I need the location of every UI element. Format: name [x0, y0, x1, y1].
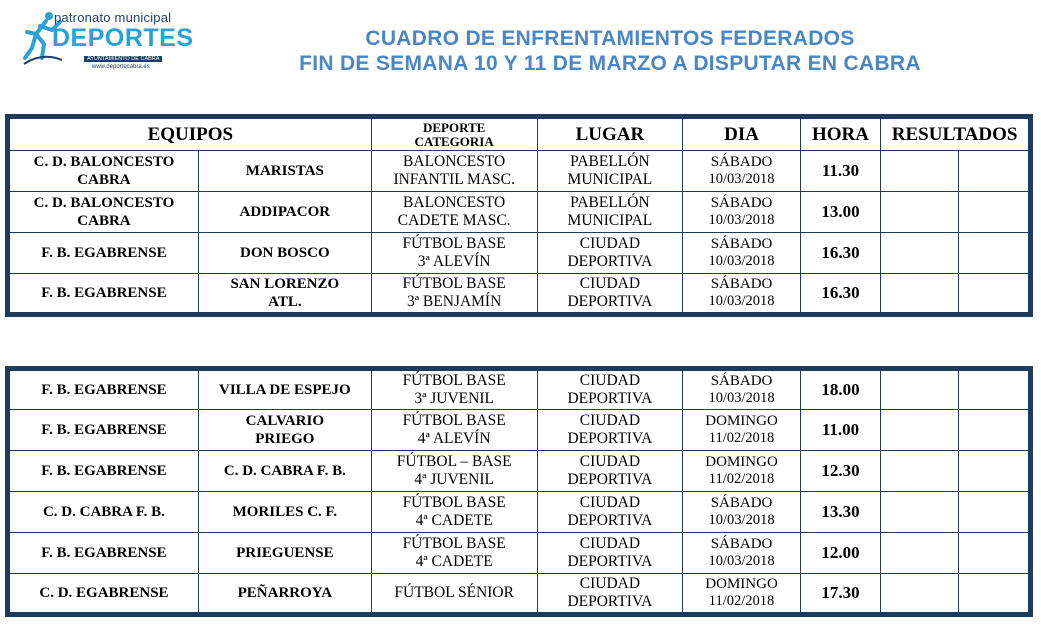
- result-home-cell: [881, 151, 958, 192]
- away-team: [198, 274, 371, 315]
- venue: [537, 451, 683, 492]
- home-team: [8, 410, 199, 451]
- match-date: 10/03/2018: [708, 171, 775, 187]
- day-name: SÁBADO: [710, 495, 773, 511]
- table-row: [8, 274, 1031, 315]
- result-away-cell: [958, 410, 1030, 451]
- table-row: [8, 369, 1031, 410]
- table-row: [8, 151, 1031, 192]
- sport-category: [371, 574, 537, 615]
- result-away-cell: [958, 151, 1030, 192]
- result-home-cell: [881, 192, 958, 233]
- venue-line: MUNICIPAL: [567, 212, 653, 229]
- away-team: [198, 192, 371, 233]
- home-team: [8, 574, 199, 615]
- col-equipos: EQUIPOS: [8, 117, 372, 151]
- venue-line: DEPORTIVA: [567, 553, 653, 570]
- sport-category: [371, 533, 537, 574]
- sport-category-line: FÚTBOL SÉNIOR: [394, 584, 514, 601]
- result-home-cell: [881, 533, 958, 574]
- match-date: 10/03/2018: [708, 390, 775, 406]
- result-away-cell: [958, 574, 1030, 615]
- home-team-line: F. B. EGABRENSE: [41, 545, 167, 561]
- sport-category-line: FÚTBOL BASE: [402, 535, 506, 552]
- logo-top-text: patronato municipal: [54, 10, 172, 25]
- match-day: [683, 492, 801, 533]
- away-team-line: PRIEGUENSE: [236, 545, 334, 561]
- result-away-cell: [958, 451, 1030, 492]
- logo-sub-text: AYUNTAMIENTO DE CABRA: [84, 56, 162, 62]
- table-row: [8, 574, 1031, 615]
- home-team-line: C. D. BALONCESTO: [33, 154, 175, 170]
- match-day: [683, 233, 801, 274]
- title-line-1: CUADRO DE ENFRENTAMIENTOS FEDERADOS: [365, 27, 855, 50]
- table-row: [8, 533, 1031, 574]
- sport-category-line: 3ª BENJAMÍN: [407, 293, 502, 310]
- sport-category: [371, 451, 537, 492]
- venue-line: DEPORTIVA: [567, 471, 653, 488]
- result-home-cell: [881, 492, 958, 533]
- away-team: [198, 451, 371, 492]
- sport-category-line: FÚTBOL BASE: [402, 235, 506, 252]
- sport-category: [371, 192, 537, 233]
- venue-line: CIUDAD: [579, 453, 641, 470]
- away-team: [198, 369, 371, 410]
- away-team: [198, 492, 371, 533]
- result-home-cell: [881, 574, 958, 615]
- match-hour: 16.30: [800, 274, 880, 315]
- match-day: [683, 151, 801, 192]
- match-hour: 12.00: [800, 533, 880, 574]
- result-away-cell: [958, 533, 1030, 574]
- away-team-line: MARISTAS: [245, 163, 324, 179]
- sport-category-line: 4ª CADETE: [415, 512, 493, 529]
- venue-line: CIUDAD: [579, 575, 641, 592]
- sport-category-line: BALONCESTO: [403, 153, 506, 170]
- venue-line: CIUDAD: [579, 494, 641, 511]
- away-team-line: ADDIPACOR: [239, 204, 331, 220]
- home-team-line: C. D. EGABRENSE: [39, 585, 169, 601]
- sport-category-line: 4ª ALEVÍN: [417, 430, 491, 447]
- sport-category-line: BALONCESTO: [403, 194, 506, 211]
- venue-line: DEPORTIVA: [567, 390, 653, 407]
- result-home-cell: [881, 369, 958, 410]
- result-away-cell: [958, 233, 1030, 274]
- col-dia: DIA: [683, 117, 801, 151]
- table-row: [8, 410, 1031, 451]
- match-date: 10/03/2018: [708, 212, 775, 228]
- home-team-line: CABRA: [77, 213, 131, 229]
- venue: [537, 192, 683, 233]
- sport-category-line: 3ª JUVENIL: [414, 390, 494, 407]
- away-team: [198, 533, 371, 574]
- page-title: [170, 26, 1041, 76]
- day-name: SÁBADO: [710, 276, 773, 292]
- col-resultados: RESULTADOS: [881, 117, 1031, 151]
- day-name: SÁBADO: [710, 373, 773, 389]
- sport-category: [371, 410, 537, 451]
- sport-category-line: FÚTBOL BASE: [402, 412, 506, 429]
- home-team: [8, 369, 199, 410]
- home-team-line: F. B. EGABRENSE: [41, 463, 167, 479]
- col-hora: HORA: [800, 117, 880, 151]
- day-name: SÁBADO: [710, 236, 773, 252]
- match-date: 11/02/2018: [708, 471, 775, 487]
- away-team-line: ATL.: [268, 294, 302, 310]
- home-team: [8, 151, 199, 192]
- venue-line: DEPORTIVA: [567, 253, 653, 270]
- away-team: [198, 410, 371, 451]
- venue-line: DEPORTIVA: [567, 593, 653, 610]
- sport-category-line: 4ª JUVENIL: [414, 471, 494, 488]
- sport-category: [371, 151, 537, 192]
- sport-category-line: INFANTIL MASC.: [393, 171, 515, 188]
- away-team-line: SAN LORENZO: [230, 276, 340, 292]
- venue-line: CIUDAD: [579, 275, 641, 292]
- away-team: [198, 574, 371, 615]
- logo: [22, 8, 194, 70]
- result-home-cell: [881, 274, 958, 315]
- day-name: DOMINGO: [705, 454, 778, 470]
- home-team-line: C. D. BALONCESTO: [33, 195, 175, 211]
- venue-line: PABELLÓN: [570, 153, 650, 170]
- match-hour: 13.30: [800, 492, 880, 533]
- day-name: DOMINGO: [705, 413, 778, 429]
- match-hour: 13.00: [800, 192, 880, 233]
- match-hour: 17.30: [800, 574, 880, 615]
- away-team: [198, 233, 371, 274]
- day-name: SÁBADO: [710, 536, 773, 552]
- venue: [537, 533, 683, 574]
- result-away-cell: [958, 492, 1030, 533]
- away-team-line: PEÑARROYA: [237, 585, 333, 601]
- match-day: [683, 274, 801, 315]
- match-day: [683, 410, 801, 451]
- result-away-cell: [958, 192, 1030, 233]
- match-date: 10/03/2018: [708, 553, 775, 569]
- away-team-line: PRIEGO: [255, 431, 315, 447]
- venue-line: CIUDAD: [579, 372, 641, 389]
- col-deporte: DEPORTE: [422, 119, 486, 135]
- header-row: [8, 117, 1031, 151]
- match-date: 11/02/2018: [708, 430, 775, 446]
- result-away-cell: [958, 369, 1030, 410]
- result-home-cell: [881, 451, 958, 492]
- home-team-line: F. B. EGABRENSE: [41, 285, 167, 301]
- sport-category: [371, 274, 537, 315]
- schedule-table-2: [5, 366, 1033, 617]
- venue-line: CIUDAD: [579, 235, 641, 252]
- venue-line: MUNICIPAL: [567, 171, 653, 188]
- venue-line: DEPORTIVA: [567, 430, 653, 447]
- home-team: [8, 233, 199, 274]
- table-row: [8, 492, 1031, 533]
- away-team-line: CALVARIO: [245, 413, 325, 429]
- table-row: [8, 233, 1031, 274]
- match-hour: 11.30: [800, 151, 880, 192]
- match-day: [683, 192, 801, 233]
- match-day: [683, 369, 801, 410]
- sport-category-line: FÚTBOL BASE: [402, 275, 506, 292]
- sport-category-line: 3ª ALEVÍN: [417, 253, 491, 270]
- table-row: [8, 192, 1031, 233]
- venue: [537, 233, 683, 274]
- sport-category-line: FÚTBOL – BASE: [396, 453, 512, 470]
- match-day: [683, 451, 801, 492]
- logo-main-text: DEPORTES: [52, 24, 194, 52]
- home-team: [8, 492, 199, 533]
- away-team-line: DON BOSCO: [240, 245, 330, 261]
- away-team: [198, 151, 371, 192]
- home-team-line: F. B. EGABRENSE: [41, 382, 167, 398]
- home-team: [8, 533, 199, 574]
- home-team-line: CABRA: [77, 172, 131, 188]
- match-day: [683, 574, 801, 615]
- col-lugar: LUGAR: [537, 117, 683, 151]
- home-team-line: F. B. EGABRENSE: [41, 422, 167, 438]
- venue: [537, 410, 683, 451]
- table-1-body: [8, 151, 1031, 315]
- home-team: [8, 192, 199, 233]
- day-name: SÁBADO: [710, 154, 773, 170]
- venue-line: CIUDAD: [579, 535, 641, 552]
- title-line-2: FIN DE SEMANA 10 Y 11 DE MARZO A DISPUTAR EN CABRA: [299, 52, 921, 75]
- table-2-body: [8, 369, 1031, 615]
- sport-category: [371, 233, 537, 274]
- day-name: DOMINGO: [705, 576, 778, 592]
- home-team-line: F. B. EGABRENSE: [41, 245, 167, 261]
- sport-category-line: FÚTBOL BASE: [402, 494, 506, 511]
- day-name: SÁBADO: [710, 195, 773, 211]
- match-day: [683, 533, 801, 574]
- match-hour: 12.30: [800, 451, 880, 492]
- home-team-line: C. D. CABRA F. B.: [42, 504, 165, 520]
- venue: [537, 492, 683, 533]
- col-deporte-categoria: [371, 117, 537, 151]
- away-team-line: C. D. CABRA F. B.: [223, 463, 346, 479]
- sport-category: [371, 369, 537, 410]
- home-team: [8, 274, 199, 315]
- result-home-cell: [881, 233, 958, 274]
- away-team-line: VILLA DE ESPEJO: [218, 382, 351, 398]
- match-hour: 16.30: [800, 233, 880, 274]
- venue-line: CIUDAD: [579, 412, 641, 429]
- home-team: [8, 451, 199, 492]
- match-date: 11/02/2018: [708, 593, 775, 609]
- venue: [537, 369, 683, 410]
- match-date: 10/03/2018: [708, 293, 775, 309]
- sport-category: [371, 492, 537, 533]
- result-home-cell: [881, 410, 958, 451]
- venue: [537, 151, 683, 192]
- venue: [537, 274, 683, 315]
- match-date: 10/03/2018: [708, 253, 775, 269]
- match-hour: 11.00: [800, 410, 880, 451]
- match-hour: 18.00: [800, 369, 880, 410]
- venue-line: DEPORTIVA: [567, 293, 653, 310]
- col-categoria: CATEGORIA: [414, 133, 494, 149]
- venue-line: PABELLÓN: [570, 194, 650, 211]
- logo-web-text: www.deportecabra.es: [92, 64, 150, 70]
- venue-line: DEPORTIVA: [567, 512, 653, 529]
- sport-category-line: 4ª CADETE: [415, 553, 493, 570]
- table-row: [8, 451, 1031, 492]
- schedule-table-1: [5, 114, 1033, 317]
- sport-category-line: CADETE MASC.: [397, 212, 511, 229]
- match-date: 10/03/2018: [708, 512, 775, 528]
- away-team-line: MORILES C. F.: [232, 504, 338, 520]
- sport-category-line: FÚTBOL BASE: [402, 372, 506, 389]
- venue: [537, 574, 683, 615]
- result-away-cell: [958, 274, 1030, 315]
